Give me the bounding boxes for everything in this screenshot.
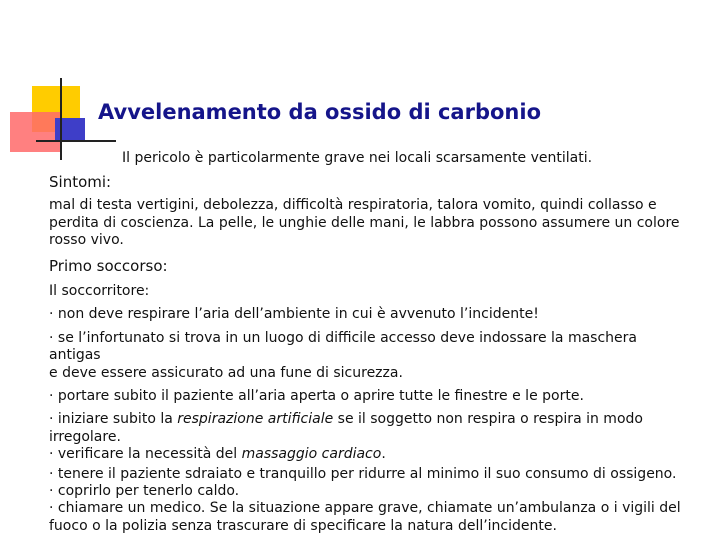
step-item xyxy=(49,446,689,463)
step-item-continuation: e deve essere assicurato ad una fune di sicurezza. xyxy=(49,364,403,381)
step-text: se il soggetto non respira o respira in modo xyxy=(333,411,643,428)
step-emphasis: massaggio cardiaco xyxy=(241,446,382,463)
symptoms-line: mal di testa vertigini, debolezza, difficoltà respiratoria, talora vomito, quindi collasso e xyxy=(49,197,657,213)
symptoms-heading: Sintomi: xyxy=(49,173,112,191)
first-aid-steps xyxy=(49,283,689,535)
symptoms-paragraph xyxy=(49,197,689,250)
step-item-continuation: irregolare. xyxy=(49,428,121,445)
step-text: . xyxy=(381,446,386,463)
step-item: · coprirlo per tenerlo caldo. xyxy=(49,483,240,500)
step-text: · iniziare subito la xyxy=(49,411,178,428)
step-emphasis: respirazione artificiale xyxy=(177,411,334,428)
first-aid-heading: Primo soccorso: xyxy=(49,257,168,275)
step-text: · verificare la necessità del xyxy=(49,446,242,463)
step-item: · non deve respirare l’aria dell’ambiente in cui è avvenuto l’incidente! xyxy=(49,306,539,323)
decor-vertical-line xyxy=(60,78,62,160)
intro-text: Il pericolo è particolarmente grave nei locali scarsamente ventilati. xyxy=(122,150,593,166)
step-item: · se l’infortunato si trova in un luogo di difficile accesso deve indossare la maschera antigas xyxy=(49,329,637,364)
step-item xyxy=(49,411,689,428)
rescuer-label: Il soccorritore: xyxy=(49,283,150,299)
step-item: · tenere il paziente sdraiato e tranquillo per ridurre al minimo il suo consumo di ossigeno. xyxy=(49,465,677,482)
decor-horizontal-line xyxy=(36,140,116,142)
slide-title: Avvelenamento da ossido di carbonio xyxy=(98,100,541,124)
step-item: · portare subito il paziente all’aria aperta o aprire tutte le finestre e le porte. xyxy=(49,388,584,405)
symptoms-line: rosso vivo. xyxy=(49,232,124,248)
step-item: · chiamare un medico. Se la situazione appare grave, chiamate un’ambulanza o i vigili del xyxy=(49,500,681,517)
step-item-continuation: fuoco o la polizia senza trascurare di specificare la natura dell’incidente. xyxy=(49,517,557,534)
symptoms-line: perdita di coscienza. La pelle, le unghie delle mani, le labbra possono assumere un colore xyxy=(49,214,680,231)
